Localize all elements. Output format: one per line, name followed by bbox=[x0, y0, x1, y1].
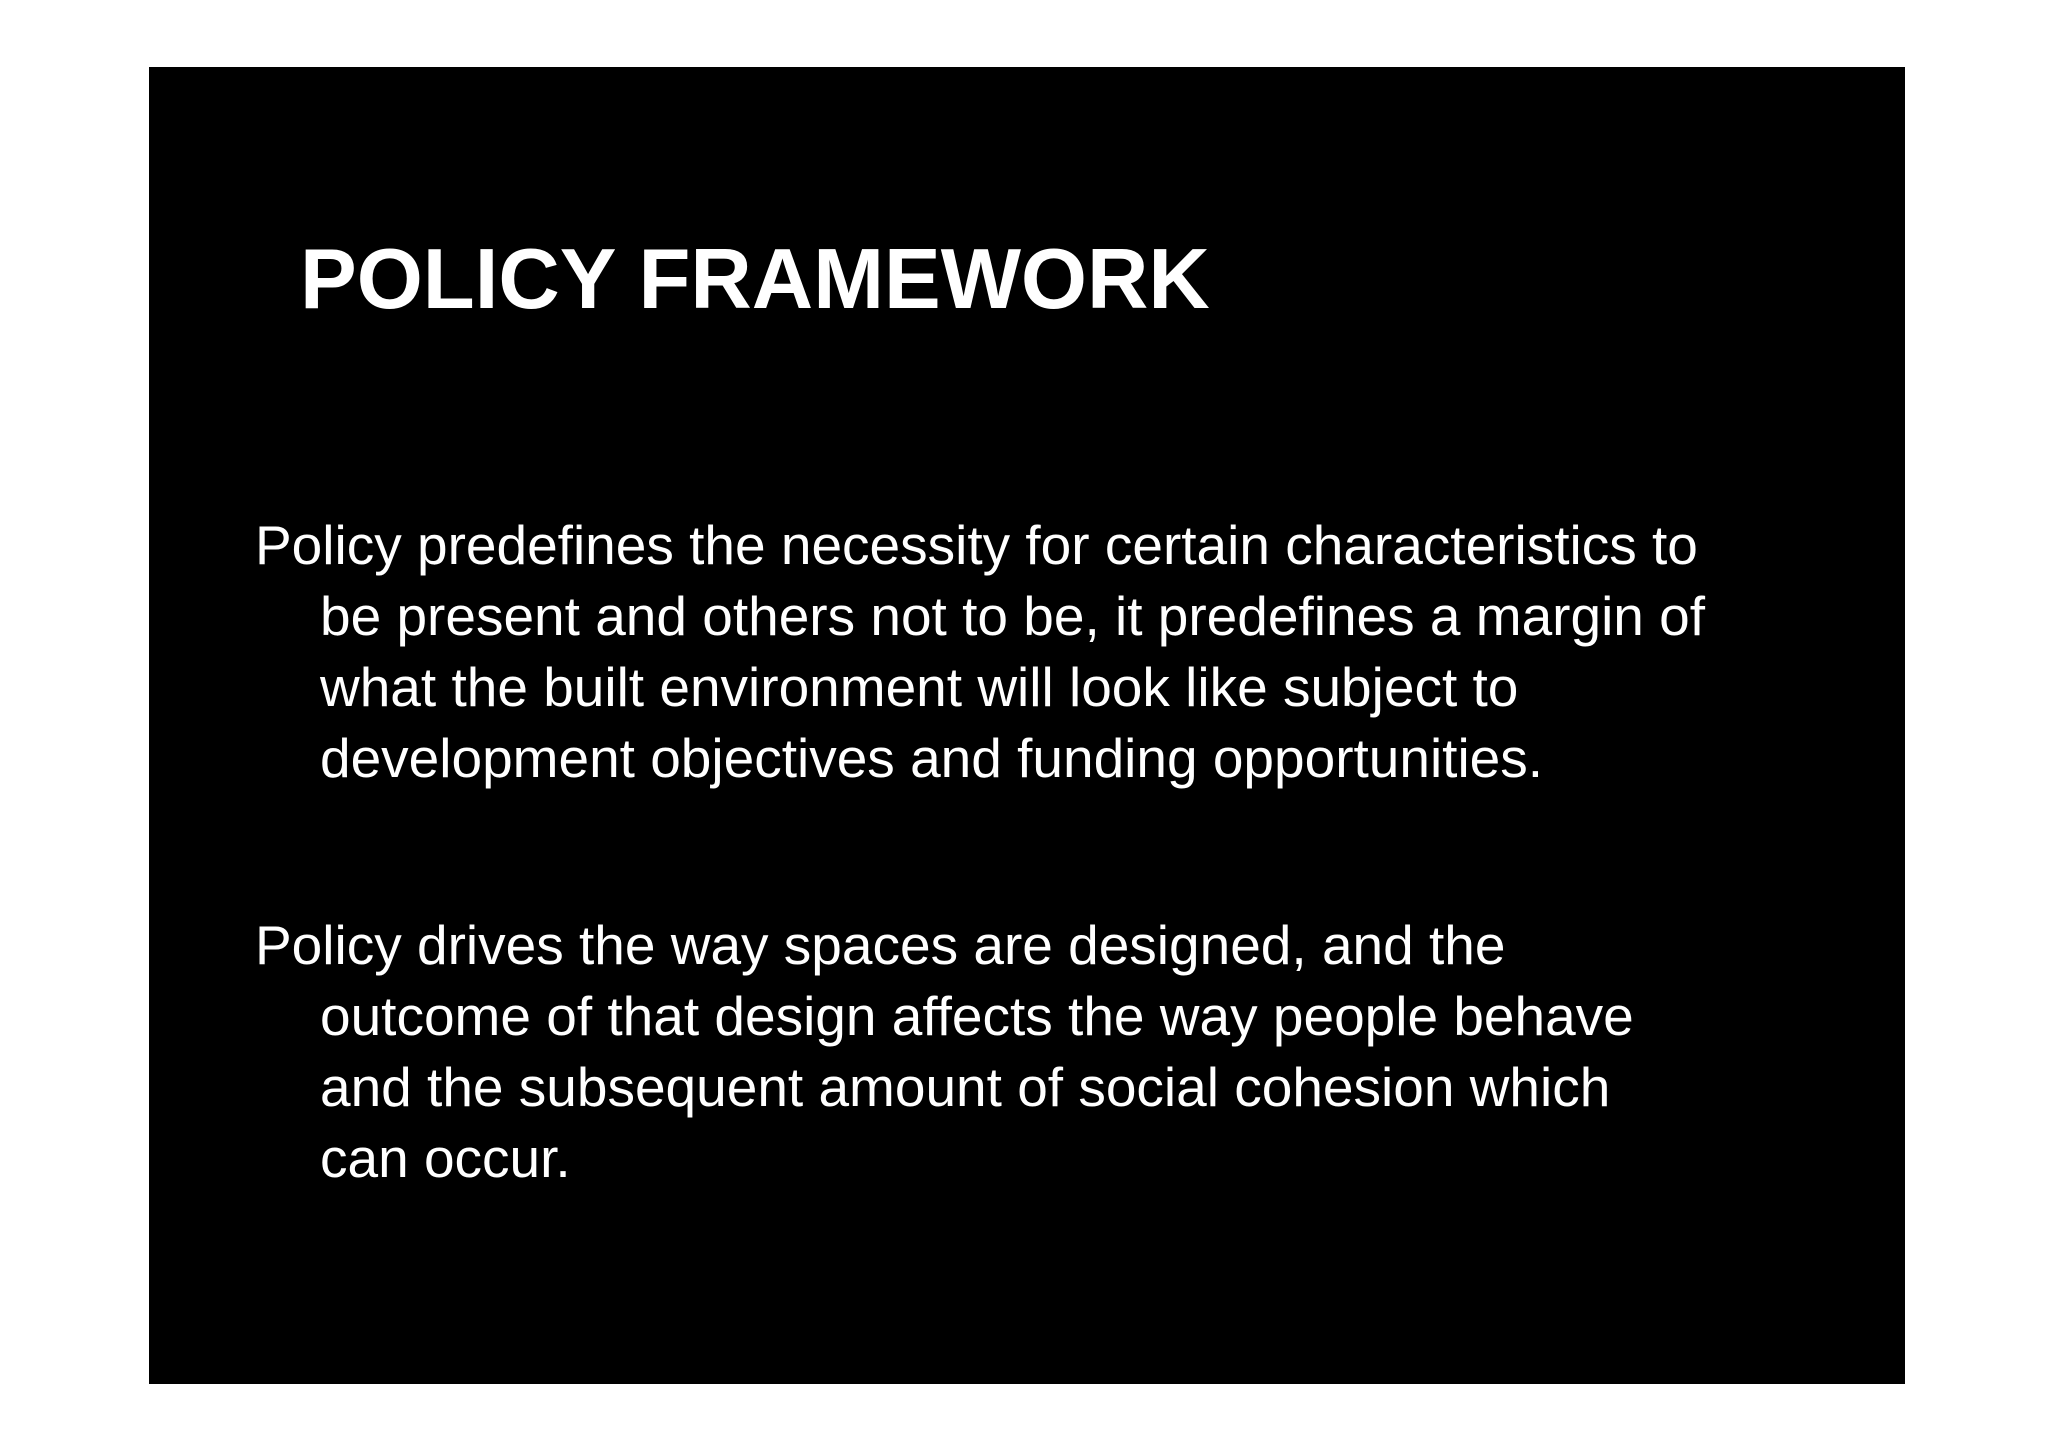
paragraph-line: what the built environment will look like subject to bbox=[320, 656, 1519, 718]
paragraph-line: and the subsequent amount of social cohesion which bbox=[320, 1056, 1611, 1118]
slide-title: POLICY FRAMEWORK bbox=[300, 232, 1210, 327]
paragraph-policy-predefines bbox=[255, 510, 1705, 794]
paragraph-line: can occur. bbox=[320, 1127, 571, 1189]
paragraph-line: Policy predefines the necessity for certain characteristics to bbox=[255, 514, 1698, 576]
paragraph-line: be present and others not to be, it predefines a margin of bbox=[320, 585, 1706, 647]
slide bbox=[149, 67, 1905, 1384]
paragraph-line: outcome of that design affects the way people behave bbox=[320, 985, 1634, 1047]
paragraph-policy-drives bbox=[255, 910, 1634, 1194]
paragraph-line: development objectives and funding opportunities. bbox=[320, 727, 1544, 789]
paragraph-line: Policy drives the way spaces are designed, and the bbox=[255, 914, 1506, 976]
